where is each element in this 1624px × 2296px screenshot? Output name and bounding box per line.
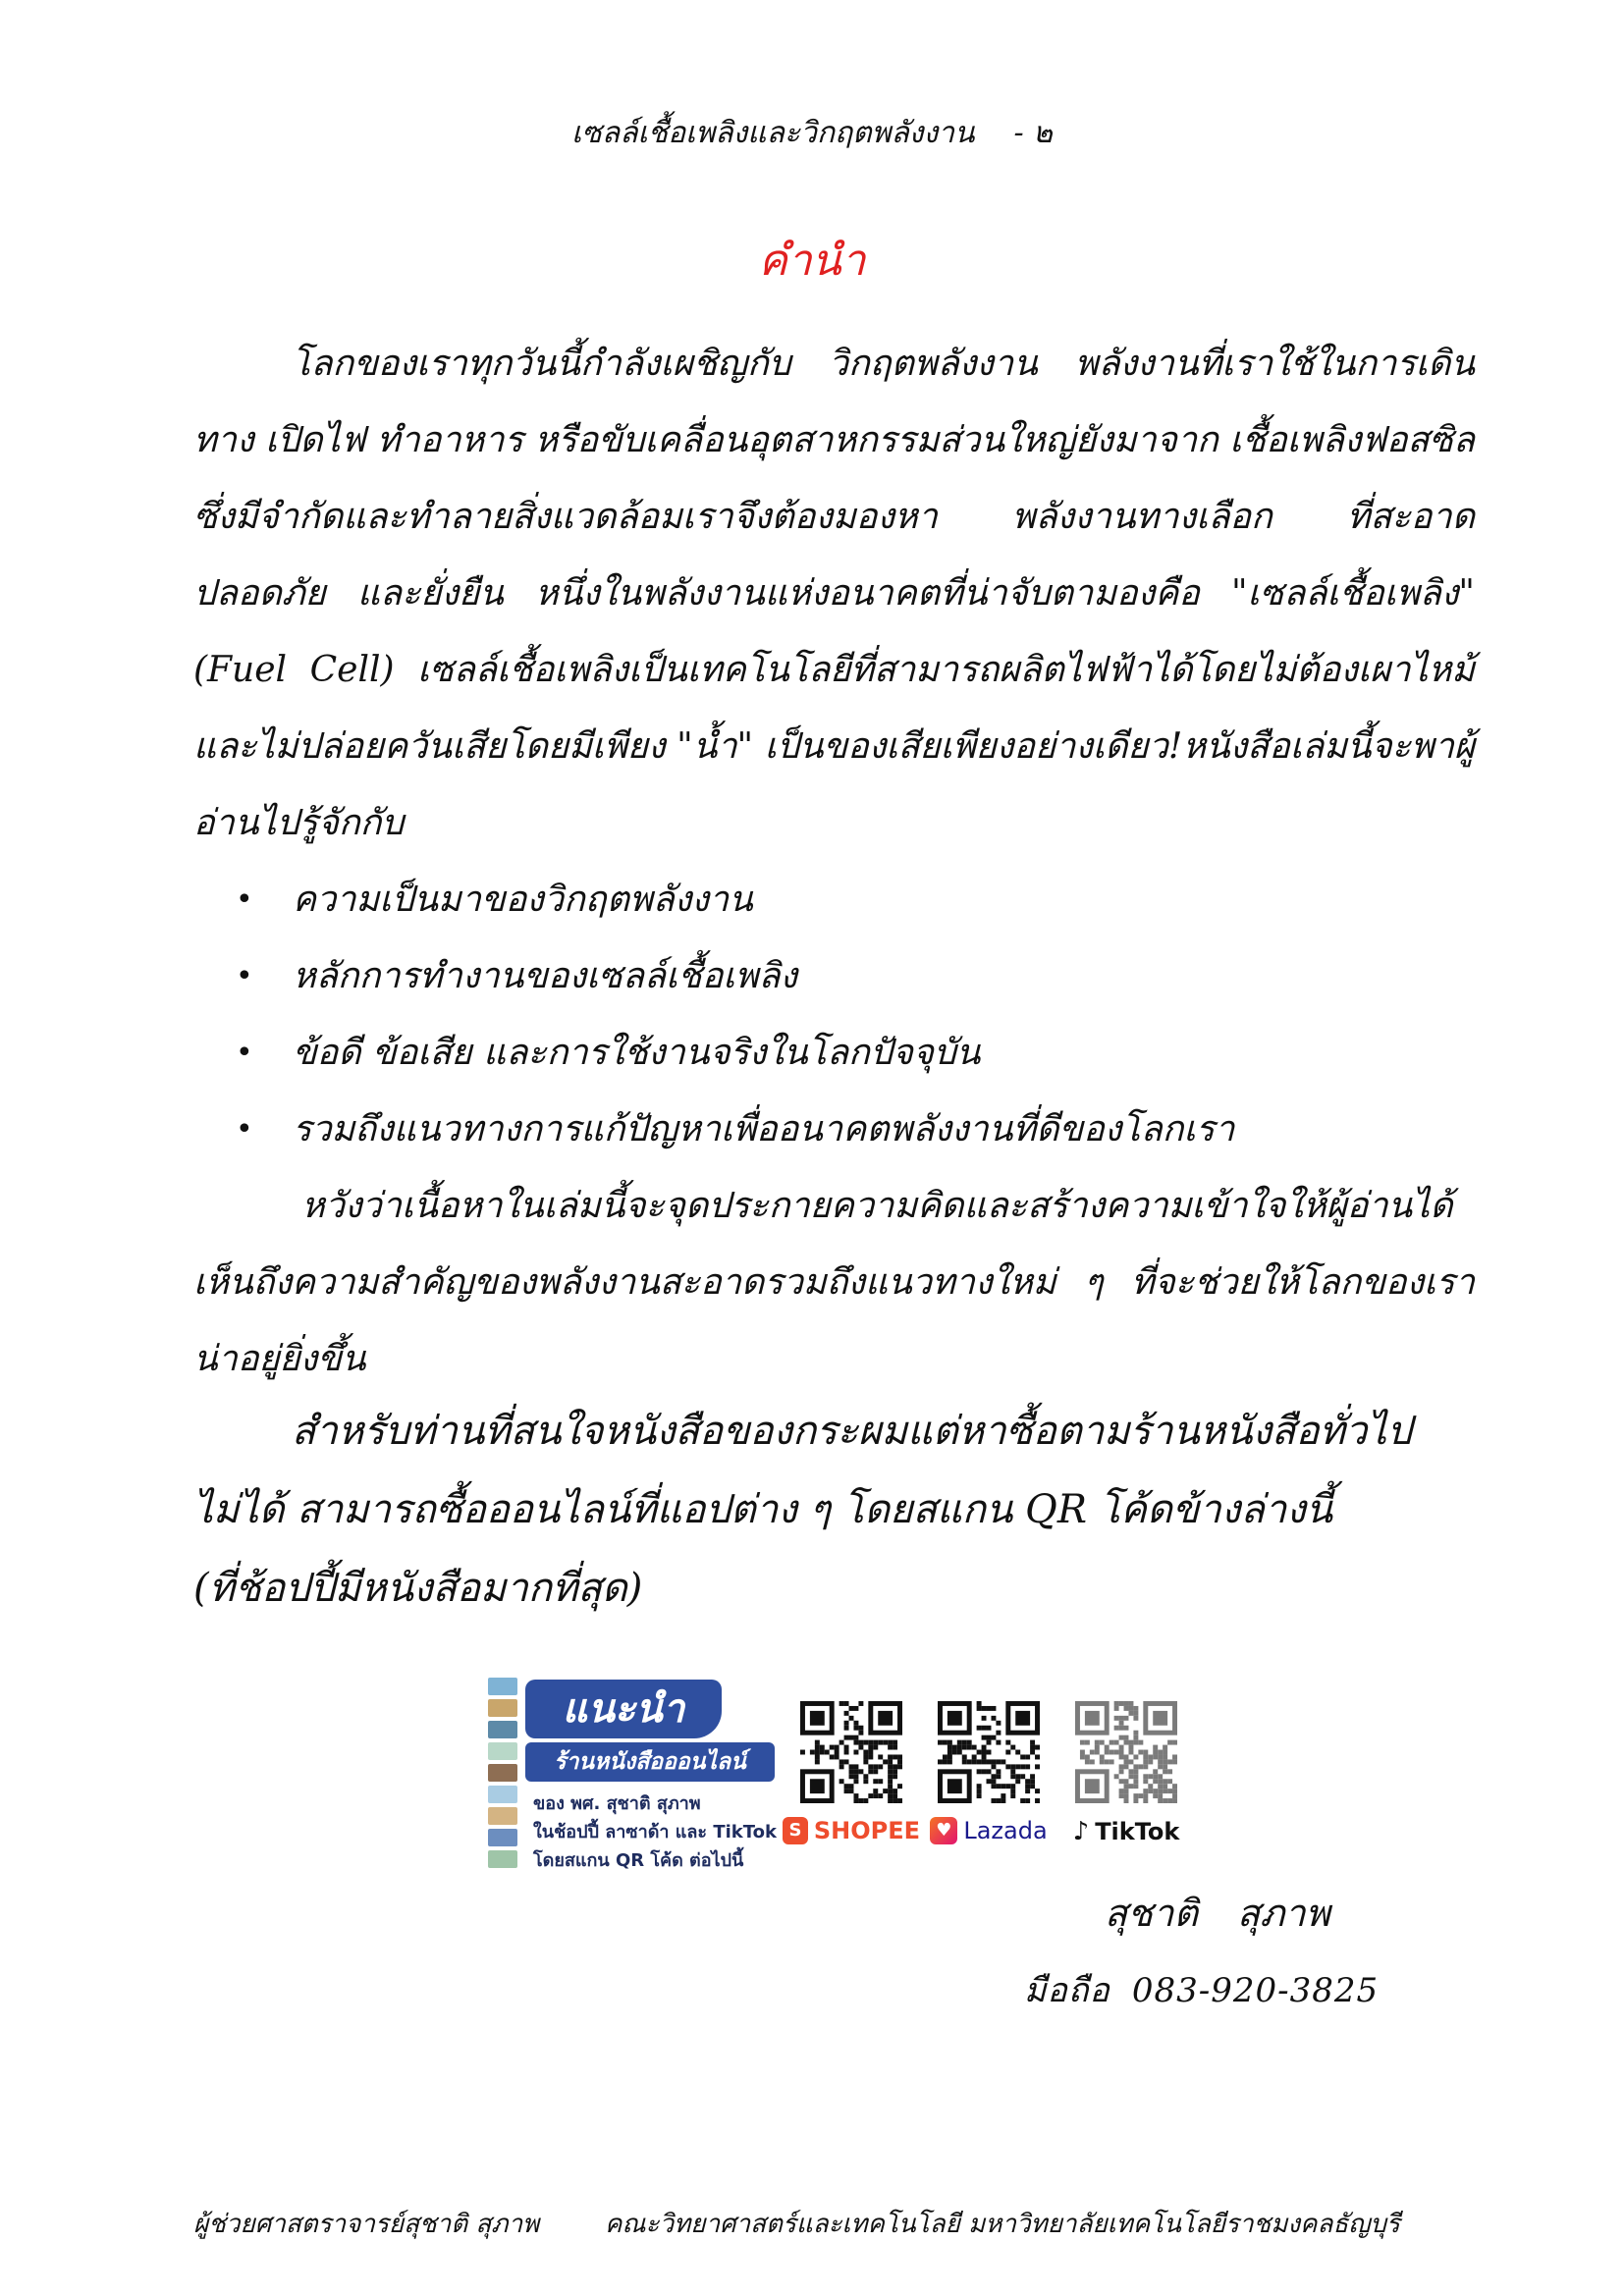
shopee-qr-block[interactable] bbox=[783, 1701, 920, 1844]
running-title: เซลล์เชื้อเพลิงและวิกฤตพลังงาน bbox=[571, 116, 975, 150]
lazada-qr-block[interactable] bbox=[920, 1701, 1057, 1844]
shopee-qr-code-icon[interactable] bbox=[800, 1701, 902, 1803]
running-header bbox=[0, 110, 1624, 156]
lazada-heart-icon: ♥ bbox=[930, 1817, 957, 1844]
shopee-label: SHOPEE bbox=[813, 1817, 920, 1844]
purchase-line-3: (ที่ช้อปปี้มีหนังสือมากที่สุด) bbox=[193, 1566, 643, 1611]
lazada-label: Lazada bbox=[963, 1817, 1048, 1844]
footer-affiliation: คณะวิทยาศาสตร์และเทคโนโลยี มหาวิทยาลัยเทคโนโลยีราชมงคลธัญบุรี bbox=[605, 2210, 1400, 2239]
promo-details bbox=[533, 1789, 779, 1875]
topic-list bbox=[236, 862, 1234, 1168]
list-item: • ความเป็นมาของวิกฤตพลังงาน bbox=[236, 862, 1234, 938]
list-item: • หลักการทำงานของเซลล์เชื้อเพลิง bbox=[236, 938, 1234, 1015]
promo-line: ในช้อปปี้ ลาซาด้า และ TikTok bbox=[533, 1822, 777, 1842]
purchase-line-2: ไม่ได้ สามารถซื้อออนไลน์ที่แอปต่าง ๆ โดยสแกน QR โค้ดข้างล่างนี้ bbox=[193, 1487, 1333, 1532]
signature-name bbox=[1105, 1883, 1330, 1943]
page-title: คำนำ bbox=[758, 236, 866, 286]
book-stack-icon bbox=[488, 1678, 517, 1874]
purchase-line-1: สำหรับท่านที่สนใจหนังสือของกระผมแต่หาซื้อตามร้านหนังสือทั่วไป bbox=[292, 1409, 1412, 1454]
list-item: • รวมถึงแนวทางการแก้ปัญหาเพื่ออนาคตพลังงานที่ดีของโลกเรา bbox=[236, 1092, 1234, 1168]
promo-line: ของ พศ. สุชาติ สุภาพ bbox=[533, 1793, 701, 1814]
footer-author: ผู้ช่วยศาสตราจารย์สุชาติ สุภาพ bbox=[193, 2210, 540, 2239]
page-number: - ๒ bbox=[1013, 116, 1053, 150]
phone-label: มือถือ bbox=[1024, 1971, 1110, 2010]
promo-banner: แนะนำ bbox=[525, 1680, 722, 1738]
tiktok-label: TikTok bbox=[1095, 1818, 1180, 1845]
list-item: • ข้อดี ข้อเสีย และการใช้งานจริงในโลกปัจจุบัน bbox=[236, 1015, 1234, 1092]
promo-line: โดยสแกน QR โค้ด ต่อไปนี้ bbox=[533, 1850, 744, 1871]
tiktok-note-icon: ♪ bbox=[1072, 1817, 1090, 1846]
promo-card bbox=[488, 1672, 779, 1882]
shopee-bag-icon: S bbox=[783, 1817, 808, 1844]
phone-number: 083-920-3825 bbox=[1131, 1971, 1380, 2010]
purchase-paragraph bbox=[193, 1392, 1475, 1628]
signature-phone bbox=[1024, 1963, 1379, 2016]
online-store-promo bbox=[488, 1672, 1185, 1888]
signature-last-name: สุภาพ bbox=[1237, 1892, 1330, 1935]
closing-paragraph: หวังว่าเนื้อหาในเล่มนี้จะจุดประกายความคิดและสร้างความเข้าใจให้ผู้อ่านได้เห็นถึงความสำคัญของพลังงานสะอาดรวมถึงแนวทางใหม่ ๆ ที่จะช่วยให้โลกของเราน่าอยู่ยิ่งขึ้น bbox=[193, 1186, 1475, 1379]
tiktok-qr-block[interactable] bbox=[1057, 1701, 1195, 1846]
intro-paragraph: โลกของเราทุกวันนี้กำลังเผชิญกับ วิกฤตพลังงาน พลังงานที่เราใช้ในการเดินทาง เปิดไฟ ทำอาหาร หรือขับเคลื่อนอุตสาหกรรมส่วนใหญ่ยังมาจาก เชื้อเพลิงฟอสซิล ซึ่งมีจำกัดและทำลายสิ่งแวดล้อมเราจึงต้องมองหา พลังงานทางเลือก ที่สะอาด ปลอดภัย และยั่งยืน หนึ่งในพลังงานแห่งอนาคตที่น่าจับตามองคือ "เซลล์เชื้อเพลิง" (Fuel Cell) เซลล์เชื้อเพลิงเป็นเทคโนโลยีที่สามารถผลิตไฟฟ้าได้โดยไม่ต้องเผาไหม้ และไม่ปล่อยควันเสียโดยมีเพียง "น้ำ" เป็นของเสียเพียงอย่างเดียว!หนังสือเล่มนี้จะพาผู้อ่านไปรู้จักกับ bbox=[193, 344, 1475, 843]
lazada-qr-code-icon[interactable] bbox=[938, 1701, 1040, 1803]
signature-first-name: สุชาติ bbox=[1105, 1892, 1198, 1935]
tiktok-qr-code-icon[interactable] bbox=[1075, 1701, 1177, 1803]
promo-subtitle: ร้านหนังสือออนไลน์ bbox=[525, 1742, 775, 1782]
